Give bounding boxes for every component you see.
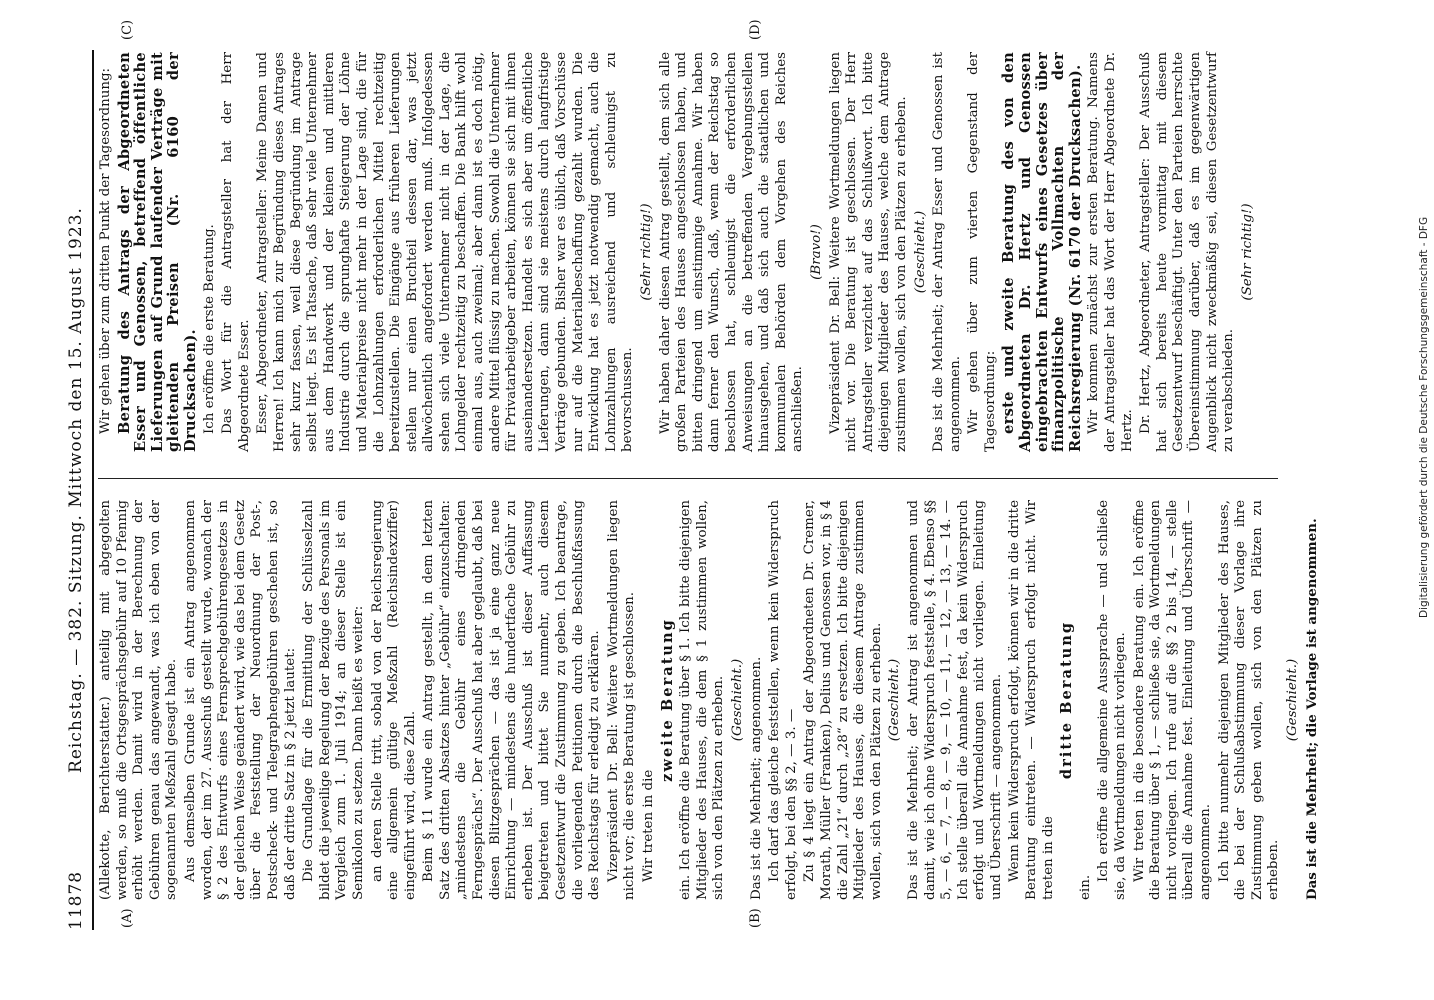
- section-heading: zweite Beratung: [658, 618, 676, 782]
- column-separator: [98, 478, 1278, 479]
- paragraph: Wenn kein Widerspruch erfolgt, können wir in die dritte Beratung eintreten. — Widerspruch erfolgt nicht. Wir treten in die: [1007, 500, 1056, 900]
- speaker-paragraph: Vizepräsident Dr. Bell: Weitere Wortmeldungen liegen nicht vor; die erste Beratung ist geschlossen.: [605, 500, 638, 900]
- stage-direction: (Sehr richtig!): [1239, 203, 1255, 301]
- running-header: [60, 50, 92, 930]
- header-rule: [92, 50, 94, 930]
- margin-mark-a: (A): [120, 908, 135, 928]
- paragraph: Wir gehen über zum dritten Punkt der Tagesordnung:: [98, 67, 113, 434]
- paragraph: Zu § 4 liegt ein Antrag der Abgeordneten Dr. Cremer, Morath, Müller (Franken), Delius und Genossen vor, in § 4 die Zahl „21“ durch „28“ zu ersetzen. Ich bitte diejenigen Mitglieder des Hauses, die diesem Antrage zustimmen wollen, sich von den Plätzen zu erheben.: [802, 500, 884, 900]
- quotation: Die Grundlage für die Ermittlung der Schlüsselzahl bildet die jeweilige Regelung der Bezüge des Personals im Vergleich zum 1. Juli 1914; an dieser Stelle ist ein Semikolon zu setzen. Dann heißt es weiter:: [301, 500, 366, 900]
- credit-text: Digitalisierung gefördert durch die Deutsche Forschungsgemeinschaft - DFG: [1418, 216, 1430, 618]
- stage-direction: (Geschieht.): [1284, 658, 1300, 742]
- stage-direction: (Sehr richtig!): [639, 203, 654, 301]
- paragraph: Ich bitte nunmehr diejenigen Mitglieder des Hauses, die bei der Schlußabstimmung dieser Vorlage ihre Zustimmung geben wollen, sich von den Plätzen zu erheben.: [1216, 500, 1282, 900]
- stage-direction: (Geschieht.): [729, 658, 745, 742]
- margin-mark-b: (B): [748, 908, 763, 928]
- paragraph: ein.: [1077, 874, 1093, 900]
- paragraph: Beim § 11 wurde ein Antrag gestellt, in dem letzten Satz des dritten Absatzes hinter „Gebühr“ einzuschalten: „mindestens die Gebühr eines dringenden Ferngesprächs“. Der Ausschuß hat aber geglaubt, daß bei diesen Blitzgesprächen — das ist ja eine ganz neue Einrichtung — mindestens die hundertfache Gebühr zu erheben ist. Der Ausschuß ist dieser Auffassung beigetreten und bittet Sie nunmehr, auch diesem Gesetzentwurf die Zustimmung zu geben. Ich beantrage, die vorliegenden Petitionen durch die Beschlußfassung des Reichstags für erledigt zu erklären.: [421, 500, 603, 900]
- right-column: [98, 52, 1278, 452]
- paragraph: Das ist die Mehrheit; die Vorlage ist angenommen.: [1303, 518, 1320, 900]
- paragraph: Das ist die Mehrheit; angenommen.: [748, 656, 764, 900]
- digitization-credit: [1418, 8, 1432, 628]
- agenda-item-heading: erste und zweite Beratung des von den Abgeordneten Dr. Hertz und Genossen eingebrachten Entwurfs eines Gesetzes über finanzpolitische Vollmachten der Reichsregierung (Nr. 6170 der Drucksachen).: [1000, 52, 1084, 452]
- margin-mark-d: (D): [748, 19, 763, 40]
- page-number: 11878: [66, 870, 86, 930]
- paragraph: Ich darf das gleiche feststellen, wenn kein Widerspruch erfolgt, bei den §§ 2, — 3. —: [767, 500, 799, 900]
- section-heading: dritte Beratung: [1058, 620, 1076, 780]
- paragraph: Ich eröffne die allgemeine Aussprache — und schließe sie, da Wortmeldungen nicht vorliegen.: [1096, 500, 1129, 900]
- agenda-item-heading: Beratung des Antrags der Abgeordneten Esser und Genossen, betreffend öffentliche Lieferungen auf Grund laufender Verträge mit gleitenden Preisen (Nr. 6160 der Drucksachen).: [115, 52, 199, 452]
- paragraph: Aus demselben Grunde ist ein Antrag angenommen worden, der im 27. Ausschuß gestellt wurde, wonach der § 2 des Entwurfs eines Fernsprechgebührengesetzes in der gleichen Weise geändert wird, wie das bei dem Gesetz über die Feststellung der Neuordnung der Post-, Postscheck- und Telegraphengebühren geschehen ist, so daß der dritte Satz in § 2 jetzt lautet:: [182, 500, 298, 900]
- speaker-paragraph: Vizepräsident Dr. Bell: Weitere Wortmeldungen liegen nicht vor. Die Beratung ist geschlossen. Der Herr Antragsteller verzichtet auf das Schlußwort. Ich bitte diejenigen Mitglieder des Hauses, welche dem Antrage zustimmen wollen, sich von den Plätzen zu erheben.: [827, 52, 909, 452]
- paragraph: (Allekotte, Berichterstatter.) anteilig mit abgegolten werden, so muß die Ortsgesprächsgebühr auf 10 Pfennig erhöht werden. Damit wird in der Berechnung der Gebühren genau das angewandt, was ich eben von der sogenannten Meßzahl gesagt habe.: [98, 500, 180, 900]
- paragraph: Wir treten in die: [641, 769, 656, 882]
- paragraph: Das ist die Mehrheit; der Antrag ist angenommen und damit, wie ich ohne Widerspruch feststelle, § 4. Ebenso §§ 5, — 6, — 7, — 8, — 9, — 10, — 11, — 12, — 13, — 14. — Ich stelle überall die Annahme fest, da kein Widerspruch erfolgt und Wortmeldungen nicht vorliegen. Einleitung und Überschrift — angenommen.: [905, 500, 1004, 900]
- left-column: [98, 500, 1320, 900]
- paragraph: Wir treten in die besondere Beratung ein. Ich eröffne die Beratung über § 1, — schließe sie, da Wortmeldungen nicht vorliegen. Ich rufe auf die §§ 2 bis 14, — stelle überall die Annahme fest. Einleitung und Überschrift — angenommen.: [1131, 500, 1213, 900]
- paragraph: Wir haben daher diesen Antrag gestellt, dem sich alle großen Parteien des Hauses angeschlossen haben, und bitten dringend um einstimmige Annahme. Wir haben dann ferner den Wunsch, daß, wenn der Reichstag so beschlossen hat, schleunigst die erforderlichen Anweisungen an die betreffenden Vergebungsstellen hinausgehen, und daß sich auch die staatlichen und kommunalen Behörden dem Vorgehen des Reiches anschließen.: [657, 52, 806, 452]
- paragraph: Das Wort für die Antragsteller hat der Herr Abgeordnete Esser.: [220, 52, 252, 452]
- header-title: Reichstag. — 382. Sitzung. Mittwoch den 15. August 1923.: [66, 207, 86, 773]
- paragraph: Ich eröffne die erste Beratung.: [201, 224, 217, 434]
- stage-direction: (Bravo!): [808, 224, 824, 280]
- paragraph: Das ist die Mehrheit; der Antrag Esser und Genossen ist angenommen.: [931, 52, 963, 452]
- quotation: an deren Stelle tritt, sobald von der Reichsregierung eine allgemein gültige Meßzahl (Reichsindexziffer) eingeführt wird, diese Zahl.: [369, 500, 418, 900]
- speaker-paragraph: Dr. Hertz, Abgeordneter, Antragsteller: Der Ausschuß hat sich bereits heute vormittag mit diesem Gesetzentwurf beschäftigt. Unter den Parteien herrschte Übereinstimmung darüber, daß es im gegenwärtigen Augenblick nicht zweckmäßig sei, diesen Gesetzentwurf zu verabschieden.: [1138, 52, 1237, 452]
- paragraph: Wir gehen über zum vierten Gegenstand der Tagesordnung:: [966, 52, 998, 452]
- margin-mark-c: (C): [120, 19, 135, 40]
- paragraph: ein. Ich eröffne die Beratung über § 1. Ich bitte diejenigen Mitglieder des Hauses, die dem § 1 zustimmen wollen, sich von den Plätzen zu erheben.: [678, 500, 727, 900]
- paragraph: Wir kommen zunächst zur ersten Beratung. Namens der Antragsteller hat das Wort der Herr Abgeordnete Dr. Hertz.: [1086, 52, 1135, 452]
- speaker-paragraph: Esser, Abgeordneter, Antragsteller: Meine Damen und Herren! Ich kann mich zur Begründung dieses Antrages sehr kurz fassen, weil diese Begründung im Antrage selbst liegt. Es ist Tatsache, daß sehr viele Unternehmer aus dem Handwerk und der kleinen und mittleren Industrie durch die sprunghafte Steigerung der Löhne und Materialpreise nicht mehr in der Lage sind, die für die Lohnzahlungen erforderlichen Mittel rechtzeitig bereitzustellen. Die Eingänge aus früheren Lieferungen stellen nur einen Bruchteil dessen dar, was jetzt allwöchentlich angefordert werden muß. Infolgedessen sehen sich viele Unternehmer nicht in der Lage, die Lohngelder rechtzeitig zu beschaffen. Die Bank hilft wohl einmal aus, auch zweimal; aber dann ist es doch nötig, andere Mittel flüssig zu machen. Sowohl die Unternehmer für Privatarbeitgeber arbeiten, können sie sich mit ihnen auseinandersetzen. Handelt es sich aber um öffentliche Lieferungen, dann sind sie meistens durch langfristige Verträge gebunden. Bisher war es üblich, daß Vorschüsse nur auf die Materialbeschaffung gezahlt wurden. Die Entwicklung hat es jetzt notwendig gemacht, auch die Lohnzahlungen ausreichend und schleunigst zu bevorschussen.: [255, 52, 636, 452]
- stage-direction: (Geschieht.): [887, 658, 903, 742]
- stage-direction: (Geschieht.): [912, 210, 928, 294]
